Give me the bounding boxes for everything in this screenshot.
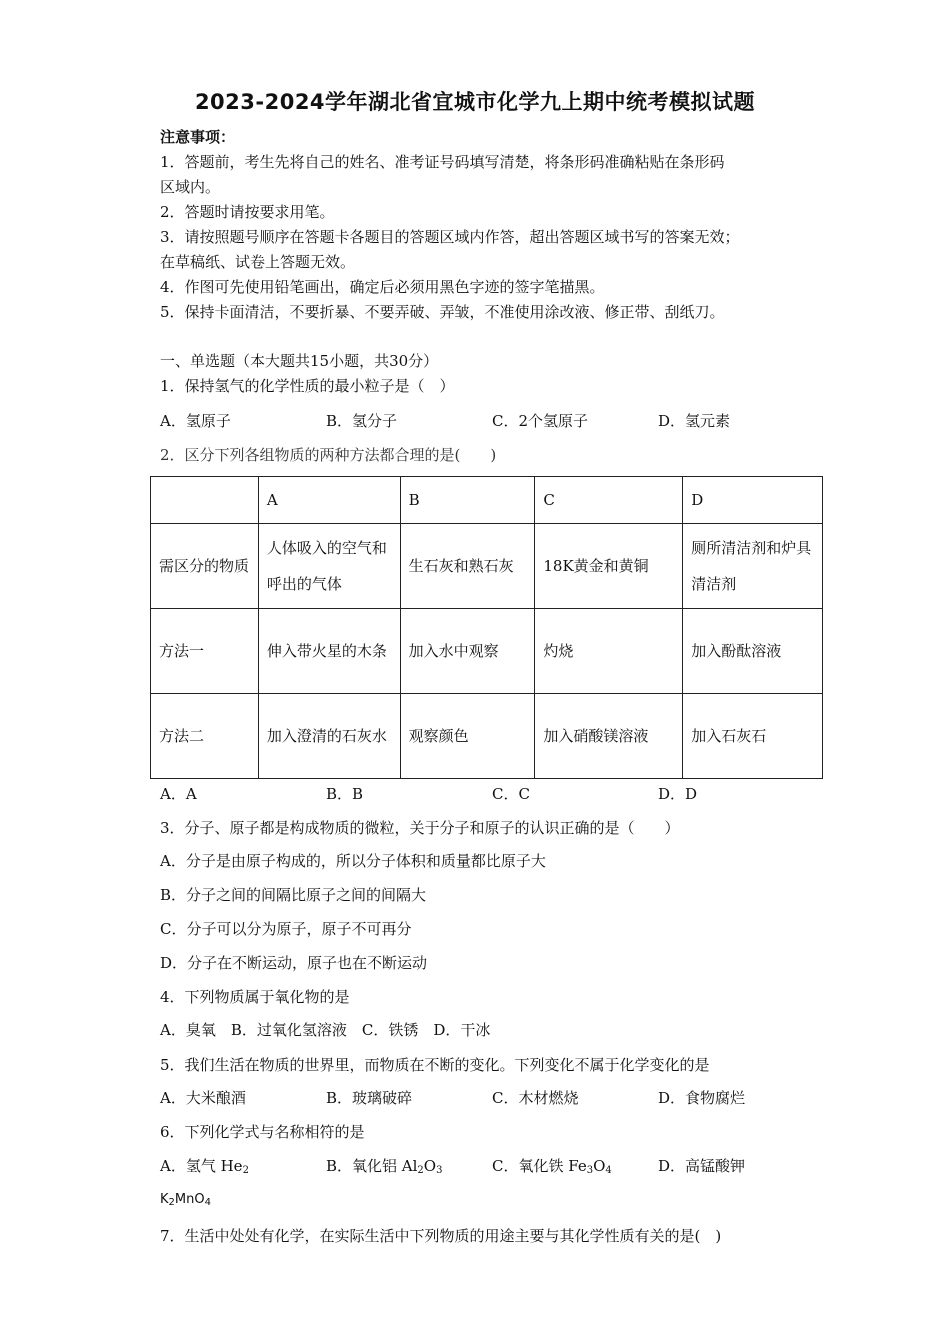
q5-stem: 5．我们生活在物质的世界里，而物质在不断的变化。下列变化不属于化学变化的是	[160, 1056, 710, 1074]
notice-line: 区域内。	[160, 178, 221, 196]
q2-option-d[interactable]: D．D	[658, 785, 698, 803]
notice-line: 1．答题前，考生先将自己的姓名、准考证号码填写清楚，将条形码准确粘贴在条形码	[160, 153, 725, 171]
q6-stem: 6．下列化学式与名称相符的是	[160, 1123, 365, 1141]
q3-option-d[interactable]: D．分子在不断运动，原子也在不断运动	[160, 954, 428, 972]
table-header-cell: A	[258, 477, 400, 524]
q6-option-c-mid: O	[593, 1157, 606, 1175]
q6-option-b[interactable]	[326, 1156, 442, 1176]
q2-option-a[interactable]: A．A	[160, 785, 197, 803]
q6-option-a-sub: 2	[242, 1165, 249, 1176]
table-header-cell: C	[535, 477, 683, 524]
table-cell: 伸入带火星的木条	[258, 609, 400, 694]
table-row	[151, 694, 823, 779]
q6-wrap-pre: K	[160, 1192, 169, 1207]
q3-stem: 3．分子、原子都是构成物质的微粒，关于分子和原子的认识正确的是（ ）	[160, 819, 680, 837]
q4-stem: 4．下列物质属于氧化物的是	[160, 988, 350, 1006]
q6-option-b-mid: O	[423, 1157, 437, 1175]
notice-line: 在草稿纸、试卷上答题无效。	[160, 253, 356, 271]
q6-wrap-sub: 2	[168, 1197, 175, 1208]
q1-option-a[interactable]: A．氢原子	[160, 412, 231, 430]
q4-options[interactable]: A．臭氧 B．过氧化氢溶液 C．铁锈 D．干冰	[160, 1021, 491, 1039]
q1-option-c[interactable]: C．2个氢原子	[492, 412, 589, 430]
table-cell: 加入酚酞溶液	[683, 609, 823, 694]
table-cell: 方法一	[151, 609, 259, 694]
table-cell: 加入水中观察	[400, 609, 535, 694]
table-cell: 厕所清洁剂和炉具清洁剂	[683, 524, 823, 609]
q5-option-c[interactable]: C．木材燃烧	[492, 1089, 579, 1107]
q3-option-c[interactable]: C．分子可以分为原子，原子不可再分	[160, 920, 412, 938]
table-header-cell: D	[683, 477, 823, 524]
table-header-cell	[151, 477, 259, 524]
q6-option-b-text: B．氧化铝 Al	[326, 1157, 418, 1175]
q1-stem: 1．保持氢气的化学性质的最小粒子是（ ）	[160, 377, 455, 395]
q6-option-d-formula	[160, 1190, 211, 1210]
q6-option-c-text: C．氧化铁 Fe	[492, 1157, 587, 1175]
q3-option-b[interactable]: B．分子之间的间隔比原子之间的间隔大	[160, 886, 427, 904]
q6-option-a-text: A．氢气 He	[160, 1157, 243, 1175]
q6-option-b-sub: 2	[417, 1165, 424, 1176]
q6-option-c-sub: 3	[586, 1165, 594, 1176]
q5-option-d[interactable]: D．食物腐烂	[658, 1089, 746, 1107]
q2-table	[150, 476, 823, 779]
table-row	[151, 524, 823, 609]
q3-option-a[interactable]: A．分子是由原子构成的，所以分子体积和质量都比原子大	[160, 852, 546, 870]
section-heading: 一、单选题（本大题共15小题，共30分）	[160, 352, 439, 370]
q2-stem: 2．区分下列各组物质的两种方法都合理的是( )	[160, 446, 497, 464]
q6-wrap-sub2: 4	[204, 1197, 211, 1208]
table-cell: 加入石灰石	[683, 694, 823, 779]
q6-option-b-sub2: 3	[436, 1165, 443, 1176]
table-cell: 需区分的物质	[151, 524, 259, 609]
q7-stem: 7．生活中处处有化学，在实际生活中下列物质的用途主要与其化学性质有关的是( )	[160, 1227, 722, 1245]
q2-option-b[interactable]: B．B	[326, 785, 364, 803]
q5-option-b[interactable]: B．玻璃破碎	[326, 1089, 413, 1107]
table-cell: 观察颜色	[400, 694, 535, 779]
q1-option-d[interactable]: D．氢元素	[658, 412, 731, 430]
table-cell: 18K黄金和黄铜	[535, 524, 683, 609]
table-cell: 方法二	[151, 694, 259, 779]
table-header-row	[151, 477, 823, 524]
q6-wrap-mid: MnO	[174, 1192, 205, 1207]
q5-option-a[interactable]: A．大米酿酒	[160, 1089, 246, 1107]
table-cell: 生石灰和熟石灰	[400, 524, 535, 609]
notice-line: 5．保持卡面清洁，不要折暴、不要弄破、弄皱，不准使用涂改液、修正带、刮纸刀。	[160, 303, 725, 321]
table-cell: 加入澄清的石灰水	[258, 694, 400, 779]
table-cell: 人体吸入的空气和呼出的气体	[258, 524, 400, 609]
q6-option-d[interactable]: D．高锰酸钾	[658, 1157, 746, 1175]
table-header-cell: B	[400, 477, 535, 524]
notice-line: 4．作图可先使用铅笔画出，确定后必须用黑色字迹的签字笔描黑。	[160, 278, 605, 296]
q1-option-b[interactable]: B．氢分子	[326, 412, 398, 430]
table-cell: 加入硝酸镁溶液	[535, 694, 683, 779]
q6-option-c[interactable]	[492, 1156, 612, 1176]
notice-line: 3．请按照题号顺序在答题卡各题目的答题区域内作答，超出答题区域书写的答案无效；	[160, 228, 740, 246]
q6-option-c-sub2: 4	[605, 1165, 612, 1176]
q2-option-c[interactable]: C．C	[492, 785, 530, 803]
notice-line: 2．答题时请按要求用笔。	[160, 203, 335, 221]
page-title: 2023-2024学年湖北省宜城市化学九上期中统考模拟试题	[194, 90, 756, 114]
q6-option-a[interactable]	[160, 1156, 249, 1176]
table-cell: 灼烧	[535, 609, 683, 694]
notice-heading: 注意事项：	[160, 128, 236, 146]
table-row	[151, 609, 823, 694]
